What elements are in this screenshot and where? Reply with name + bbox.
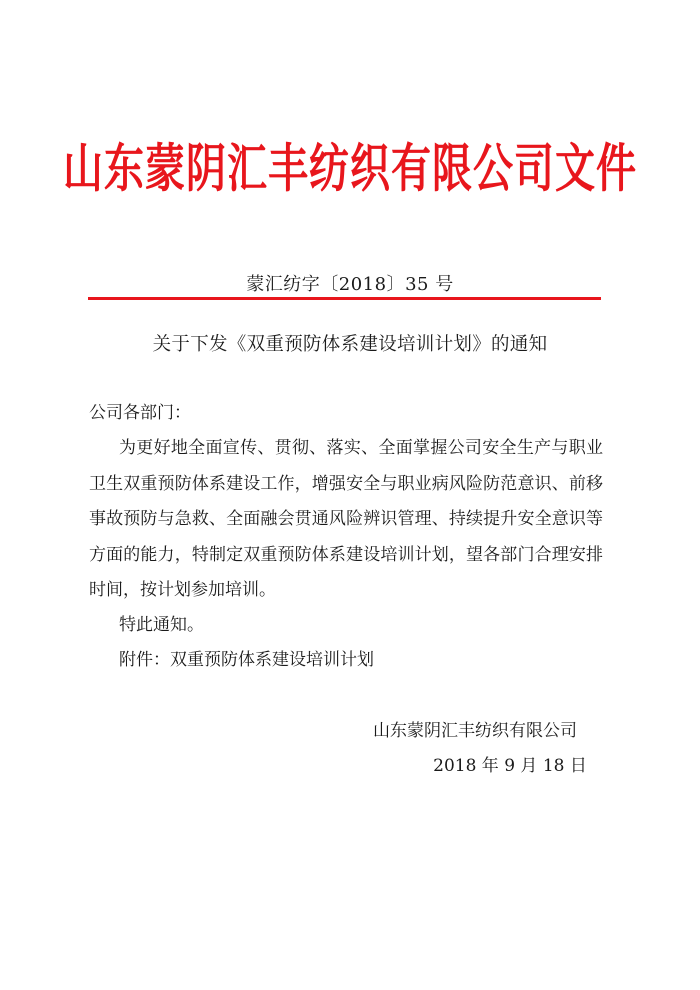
attachment-line: 附件：双重预防体系建设培训计划 (119, 650, 374, 670)
body-paragraph: 为更好地全面宣传、贯彻、落实、全面掌握公司安全生产与职业卫生双重预防体系建设工作，增强安全与职业病风险防范意识、前移事故预防与急救、全面融会贯通风险辨识管理、持续提升安全意识等方面的能力，特制定双重预防体系建设培训计划，望各部门合理安排时间，按计划参加培训。 (89, 438, 603, 600)
signature-company: 山东蒙阴汇丰纺织有限公司 (373, 721, 577, 741)
red-divider-line (88, 297, 601, 300)
document-header-title: 山东蒙阴汇丰纺织有限公司文件 (63, 138, 637, 200)
document-number: 蒙汇纺字〔2018〕35 号 (246, 274, 454, 295)
signature-date: 2018 年 9 月 18 日 (433, 756, 587, 776)
salutation: 公司各部门： (89, 403, 191, 423)
closing-line: 特此通知。 (119, 615, 204, 635)
document-subject: 关于下发《双重预防体系建设培训计划》的通知 (152, 334, 548, 355)
